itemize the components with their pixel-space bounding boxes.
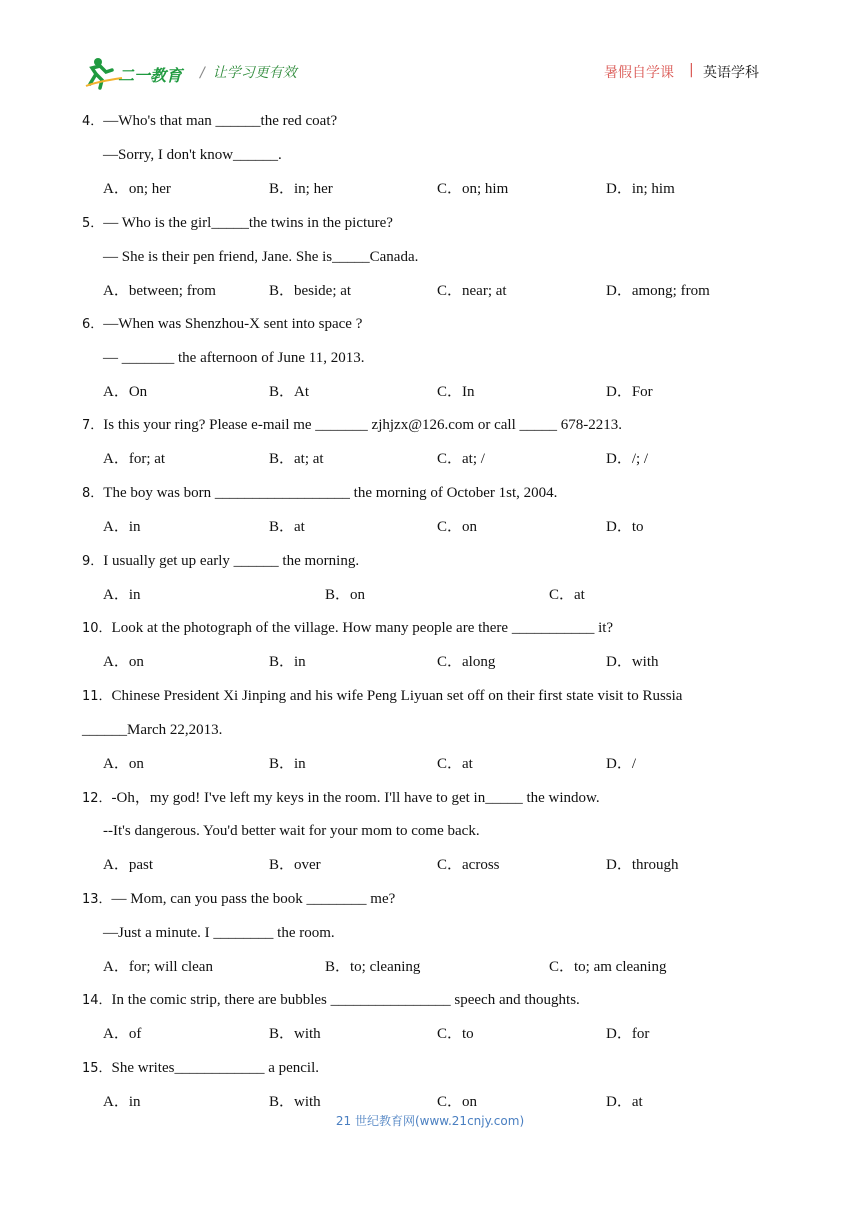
course-label: 暑假自学课 <box>604 65 674 81</box>
page-footer: 21 世纪教育网(www.21cnjy.com) <box>335 1114 525 1128</box>
question-text-line2: --It's dangerous. You'd better wait for your mom to come back. <box>103 823 480 839</box>
question-number: 15． <box>82 1061 112 1076</box>
answer-option: A．for; at <box>103 451 166 467</box>
page-header <box>0 0 860 100</box>
question-stem <box>82 214 393 233</box>
answer-option: C．at; / <box>437 451 485 467</box>
question-text-line2: — _______ the afternoon of June 11, 2013. <box>103 350 365 366</box>
answer-option: A．in <box>103 587 141 603</box>
answer-option: A．between; from <box>103 283 216 299</box>
question-text: —When was Shenzhou-X sent into space ? <box>103 316 363 332</box>
answer-option: C．In <box>437 384 475 400</box>
answer-option: D．with <box>606 654 659 670</box>
question-text: — Who is the girl_____the twins in the picture? <box>103 215 393 231</box>
question-stem <box>82 789 600 808</box>
question-number: 9． <box>82 554 104 569</box>
answer-option: A．for; will clean <box>103 959 213 975</box>
answer-option: B．in <box>269 654 306 670</box>
answer-option: C．on <box>437 1094 478 1110</box>
answer-option: C．on <box>437 519 478 535</box>
answer-option: D．through <box>606 857 679 873</box>
question-stem <box>82 416 622 435</box>
answer-option: D．at <box>606 1094 643 1110</box>
answer-option: A．in <box>103 1094 141 1110</box>
slogan-slash: / <box>200 65 205 81</box>
question-number: 6． <box>82 317 104 332</box>
question-number: 13． <box>82 892 112 907</box>
answer-option: A．on; her <box>103 181 171 197</box>
question-text: —Who's that man ______the red coat? <box>103 113 338 129</box>
answer-option: B．over <box>269 857 321 873</box>
question-stem <box>82 112 337 131</box>
answer-option: C．along <box>437 654 496 670</box>
answer-option: B．at; at <box>269 451 324 467</box>
question-stem <box>82 619 613 638</box>
answer-option: C．near; at <box>437 283 507 299</box>
question-stem <box>82 484 557 503</box>
answer-option: B．At <box>269 384 310 400</box>
question-number: 4． <box>82 114 104 129</box>
answer-option: B．on <box>325 587 366 603</box>
answer-option: B．in; her <box>269 181 333 197</box>
answer-option: A．on <box>103 654 144 670</box>
question-text: I usually get up early ______ the morning. <box>103 553 360 569</box>
question-text: She writes____________ a pencil. <box>111 1060 320 1076</box>
answer-option: B．beside; at <box>269 283 352 299</box>
answer-option: C．at <box>437 756 473 772</box>
question-number: 11． <box>82 689 112 704</box>
answer-option: D．/ <box>606 756 637 772</box>
answer-option: D．for <box>606 1026 650 1042</box>
question-text: In the comic strip, there are bubbles ________________ speech and thoughts. <box>111 992 580 1008</box>
answer-option: C．at <box>549 587 585 603</box>
answer-option: C．to <box>437 1026 474 1042</box>
question-text-line2: —Sorry, I don't know______. <box>103 147 282 163</box>
question-number: 12． <box>82 791 112 806</box>
header-separator: | <box>689 62 694 78</box>
answer-option: D．to <box>606 519 644 535</box>
answer-option: D．/; / <box>606 451 649 467</box>
question-stem <box>82 1059 319 1078</box>
question-text: — Mom, can you pass the book ________ me? <box>111 891 396 907</box>
answer-option: D．among; from <box>606 283 710 299</box>
question-number: 10． <box>82 621 112 636</box>
question-stem <box>82 991 580 1010</box>
subject-label: 英语学科 <box>703 65 759 81</box>
answer-option: B．with <box>269 1026 321 1042</box>
question-number: 8． <box>82 486 104 501</box>
answer-option: D．For <box>606 384 653 400</box>
answer-option: C．to; am cleaning <box>549 959 667 975</box>
answer-option: A．of <box>103 1026 142 1042</box>
slogan <box>200 62 297 82</box>
answer-option: A．on <box>103 756 144 772</box>
question-text: Is this your ring? Please e-mail me _______ zjhjzx@126.com or call _____ 678-2213. <box>103 417 622 433</box>
answer-option: A．in <box>103 519 141 535</box>
answer-option: B．to; cleaning <box>325 959 421 975</box>
answer-option: B．at <box>269 519 305 535</box>
question-text-line2: ______March 22,2013. <box>82 722 223 738</box>
question-stem <box>82 890 395 909</box>
logo-text: 二一教育 <box>118 66 183 85</box>
question-stem <box>82 687 682 706</box>
answer-option: A．On <box>103 384 148 400</box>
question-stem <box>82 315 362 334</box>
question-number: 5． <box>82 216 104 231</box>
question-number: 14． <box>82 993 112 1008</box>
slogan-text: 让学习更有效 <box>212 65 297 81</box>
question-text-line2: — She is their pen friend, Jane. She is_____Canada. <box>103 249 419 265</box>
answer-option: B．in <box>269 756 306 772</box>
question-text: Chinese President Xi Jinping and his wife Peng Liyuan set off on their first state visit to Russia <box>111 688 683 704</box>
answer-option: C．on; him <box>437 181 509 197</box>
question-text: The boy was born __________________ the morning of October 1st, 2004. <box>103 485 558 501</box>
answer-option: A．past <box>103 857 153 873</box>
question-text-line2: —Just a minute. I ________ the room. <box>103 925 335 941</box>
answer-option: D．in; him <box>606 181 675 197</box>
answer-option: B．with <box>269 1094 321 1110</box>
answer-option: C．across <box>437 857 500 873</box>
question-stem <box>82 552 359 571</box>
question-text: Look at the photograph of the village. How many people are there ___________ it? <box>111 620 614 636</box>
question-number: 7． <box>82 418 104 433</box>
question-text: -Oh，my god! I've left my keys in the room. I'll have to get in_____ the window. <box>111 790 600 806</box>
